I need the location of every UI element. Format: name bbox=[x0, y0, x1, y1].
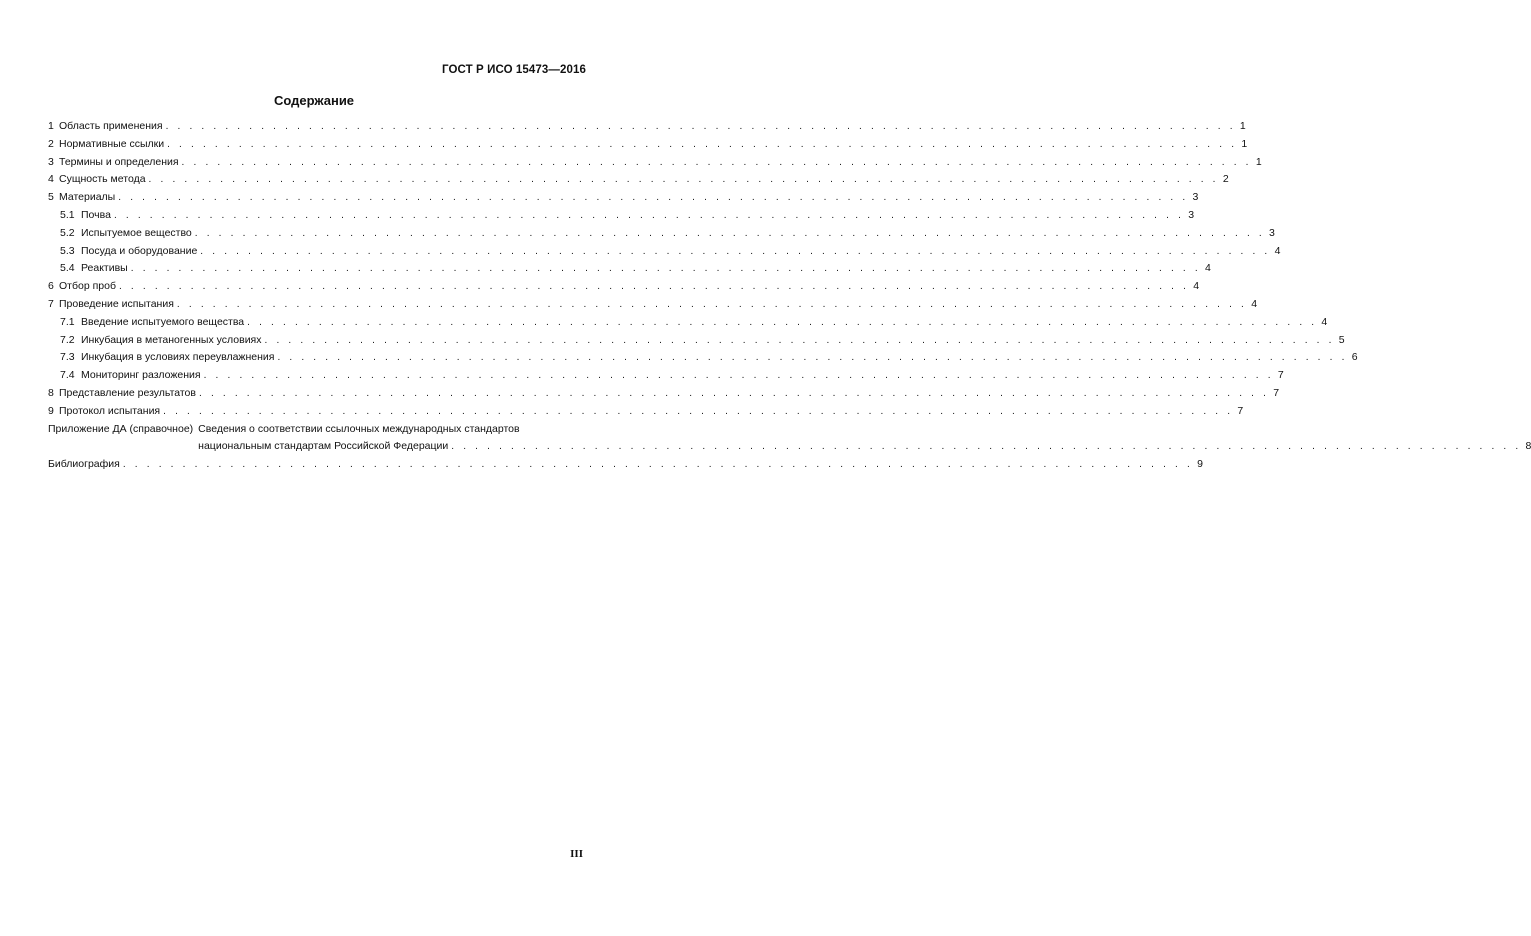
dot-leader bbox=[149, 174, 1219, 185]
toc-item-page: 4 bbox=[1321, 315, 1328, 328]
toc-item-7-1[interactable] bbox=[48, 315, 1328, 334]
dot-leader bbox=[204, 370, 1274, 381]
toc-item-number: 2 bbox=[48, 137, 54, 150]
toc-item-number: 7 bbox=[48, 297, 54, 310]
toc-item-label: Сущность метода bbox=[59, 173, 146, 186]
toc-item-page: 9 bbox=[1197, 458, 1203, 471]
toc-item-label: Протокол испытания bbox=[59, 404, 161, 417]
dot-leader bbox=[177, 299, 1247, 310]
toc-item-page: 3 bbox=[1269, 226, 1275, 239]
toc-item-label: Отбор проб bbox=[59, 280, 116, 293]
toc-item-label: Область применения bbox=[59, 120, 163, 132]
toc-item-page: 4 bbox=[1205, 262, 1211, 275]
toc-item-page: 4 bbox=[1251, 297, 1258, 310]
toc-item-number: 7.1 bbox=[60, 315, 75, 328]
annex-prefix: Приложение ДА (справочное) bbox=[48, 422, 194, 435]
toc-item-page: 5 bbox=[1338, 333, 1345, 346]
toc-item-number: 5 bbox=[48, 191, 54, 204]
toc-item-label: Реактивы bbox=[81, 262, 128, 275]
toc-title: Содержание bbox=[273, 93, 355, 108]
toc-item-label: Инкубация в метаногенных условиях bbox=[81, 333, 262, 346]
toc-item-number: 4 bbox=[48, 173, 54, 186]
toc-item-7-4[interactable] bbox=[48, 369, 1284, 387]
dot-leader bbox=[163, 406, 1233, 417]
toc-item-5-1[interactable] bbox=[48, 208, 1195, 227]
dot-leader bbox=[277, 352, 1347, 363]
toc-item-page: 2 bbox=[1222, 173, 1229, 186]
toc-item-number: 7.2 bbox=[60, 333, 75, 346]
dot-leader bbox=[123, 459, 1193, 470]
toc-item-number: 5.4 bbox=[60, 262, 75, 275]
toc-item-number: 8 bbox=[48, 386, 54, 399]
toc-item-label: Посуда и оборудование bbox=[81, 244, 198, 257]
page-number: III bbox=[570, 848, 583, 860]
toc-item-label: Мониторинг разложения bbox=[81, 369, 201, 382]
toc-item-label: Почва bbox=[81, 208, 111, 221]
toc-item-label: Инкубация в условиях переувлажнения bbox=[81, 351, 275, 364]
toc-item-9[interactable] bbox=[48, 404, 1244, 423]
annex-title-line2: национальным стандартам Российской Федерации bbox=[198, 440, 449, 453]
toc-item-label: Представление результатов bbox=[59, 386, 196, 399]
toc-item-label: Испытуемое вещество bbox=[81, 226, 192, 239]
toc-item-label: Введение испытуемого вещества bbox=[81, 315, 245, 328]
document-code: ГОСТ Р ИСО 15473—2016 bbox=[441, 64, 586, 76]
dot-leader bbox=[247, 317, 1317, 328]
toc-item-2[interactable] bbox=[48, 137, 1248, 156]
toc-item-page: 7 bbox=[1237, 404, 1244, 417]
dot-leader bbox=[451, 441, 1521, 452]
toc-item-label: Проведение испытания bbox=[59, 297, 174, 310]
toc-annex-da[interactable] bbox=[48, 422, 1531, 459]
dot-leader bbox=[166, 121, 1236, 132]
toc-item-7-2[interactable] bbox=[48, 333, 1345, 352]
toc-item-3[interactable] bbox=[48, 155, 1262, 174]
toc-item-number: 3 bbox=[48, 155, 54, 168]
toc-item-number: 5.3 bbox=[60, 244, 75, 257]
toc-item-bibliography[interactable] bbox=[48, 458, 1203, 476]
dot-leader bbox=[182, 157, 1252, 168]
toc-item-7-3[interactable] bbox=[48, 351, 1358, 369]
toc-item-6[interactable] bbox=[48, 280, 1200, 298]
toc-item-label: Библиография bbox=[48, 458, 120, 471]
dot-leader bbox=[119, 281, 1189, 292]
dot-leader bbox=[200, 246, 1270, 257]
dot-leader bbox=[118, 192, 1188, 203]
toc-item-7[interactable] bbox=[48, 297, 1258, 316]
toc-item-page: 4 bbox=[1193, 280, 1200, 293]
toc-item-5-3[interactable] bbox=[48, 244, 1281, 263]
toc-item-page: 1 bbox=[1241, 137, 1248, 150]
toc-item-number: 5.2 bbox=[60, 226, 75, 239]
toc-item-5-2[interactable] bbox=[48, 226, 1275, 245]
toc-item-number: 6 bbox=[48, 280, 54, 293]
toc-item-page: 6 bbox=[1351, 351, 1358, 364]
toc-item-1[interactable] bbox=[48, 120, 1246, 138]
toc-item-label: Термины и определения bbox=[59, 155, 179, 168]
toc-item-number: 7.4 bbox=[60, 369, 75, 382]
toc-item-5[interactable] bbox=[48, 191, 1199, 209]
toc-item-5-4[interactable] bbox=[48, 262, 1211, 280]
toc-item-8[interactable] bbox=[48, 386, 1280, 405]
toc-item-page: 3 bbox=[1188, 208, 1195, 221]
toc-item-4[interactable] bbox=[48, 173, 1229, 191]
dot-leader bbox=[199, 388, 1269, 399]
toc-item-page: 1 bbox=[1239, 120, 1246, 132]
toc-item-page: 8 bbox=[1525, 440, 1531, 453]
toc-item-page: 3 bbox=[1192, 191, 1199, 204]
toc-item-number: 7.3 bbox=[60, 351, 75, 364]
toc-item-number: 5.1 bbox=[60, 208, 75, 221]
dot-leader bbox=[167, 139, 1237, 150]
toc-item-page: 1 bbox=[1255, 155, 1262, 168]
dot-leader bbox=[265, 335, 1335, 346]
toc-item-number: 1 bbox=[48, 120, 54, 132]
toc-item-page: 4 bbox=[1274, 244, 1281, 257]
dot-leader bbox=[114, 210, 1184, 221]
toc-item-page: 7 bbox=[1277, 369, 1284, 382]
dot-leader bbox=[195, 228, 1265, 239]
annex-title-line1: Сведения о соответствии ссылочных международных стандартов bbox=[198, 422, 520, 435]
toc-item-label: Нормативные ссылки bbox=[59, 137, 165, 150]
toc-item-number: 9 bbox=[48, 404, 54, 417]
dot-leader bbox=[131, 263, 1201, 274]
toc-item-label: Материалы bbox=[59, 191, 116, 204]
table-of-contents bbox=[48, 120, 1531, 476]
toc-item-page: 7 bbox=[1273, 386, 1280, 399]
